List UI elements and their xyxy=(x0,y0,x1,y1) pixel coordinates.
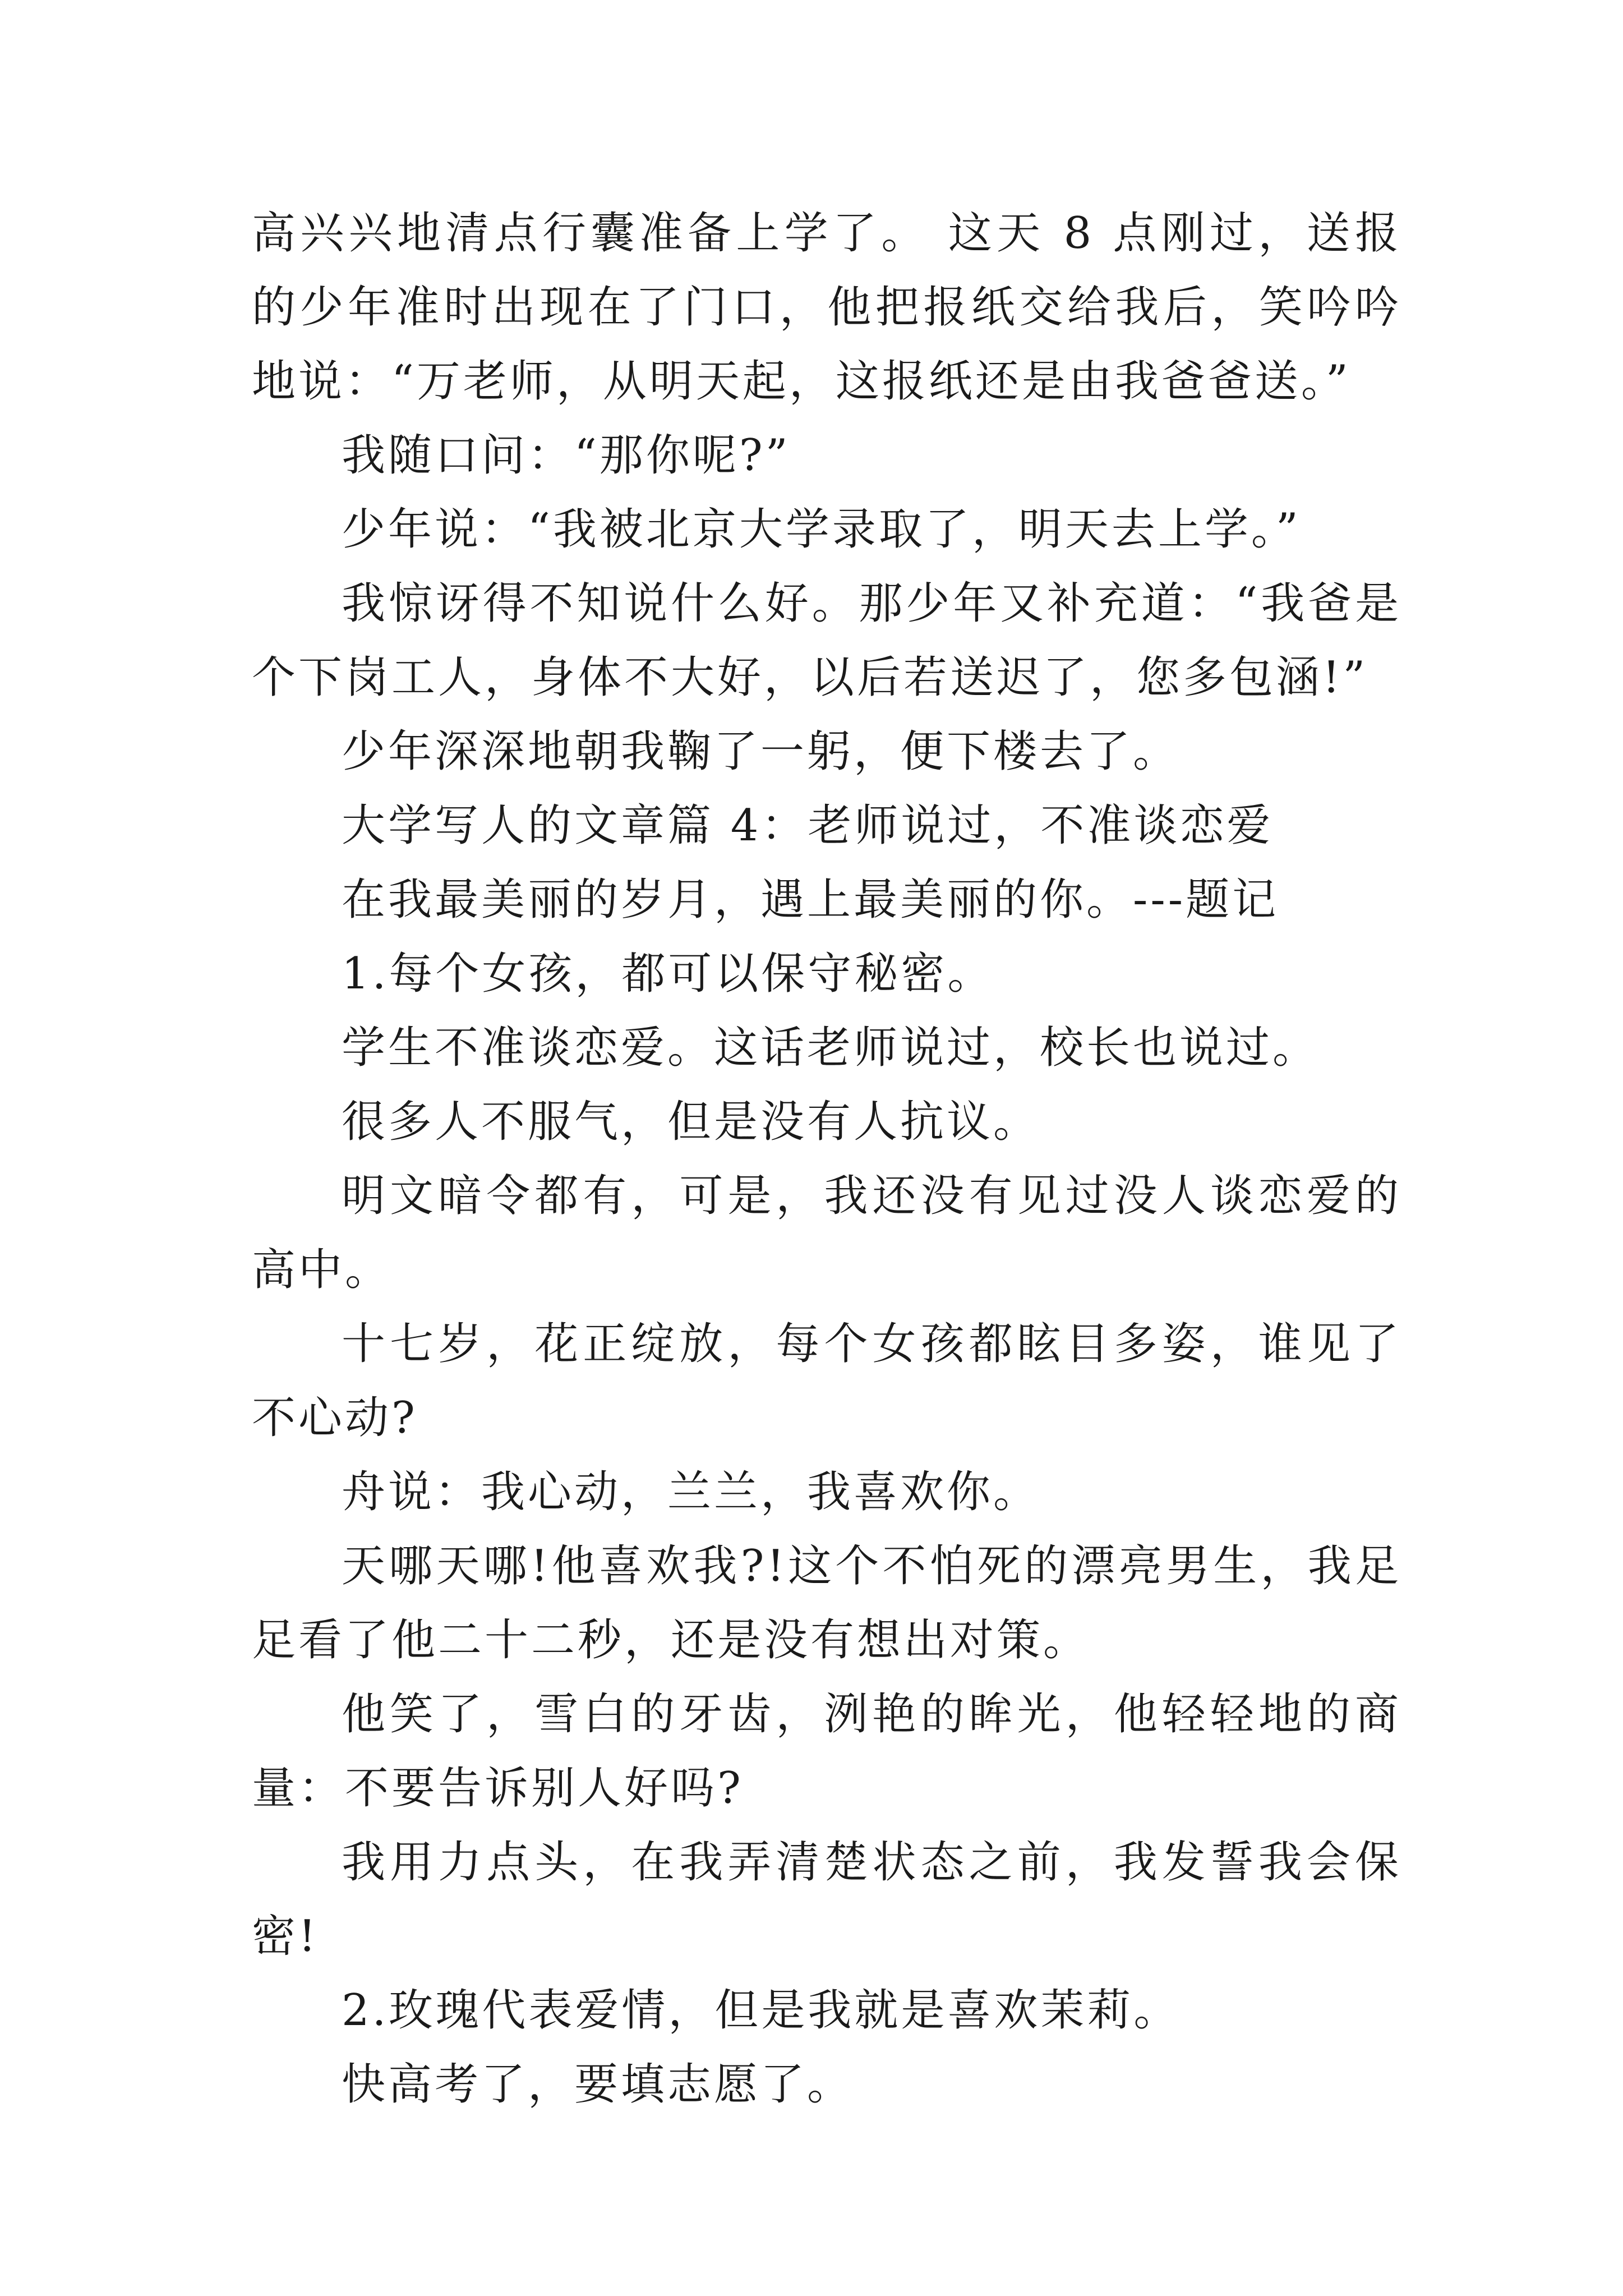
paragraph-11: 明文暗令都有，可是，我还没有见过没人谈恋爱的高中。 xyxy=(252,1171,1401,1295)
section-heading: 大学写人的文章篇 4：老师说过，不准谈恋爱 xyxy=(342,800,1274,851)
paragraph-5: 少年深深地朝我鞠了一躬，便下楼去了。 xyxy=(342,726,1180,777)
paragraph-13: 舟说：我心动，兰兰，我喜欢你。 xyxy=(342,1467,1040,1517)
paragraph-18: 快高考了，要填志愿了。 xyxy=(342,2059,854,2110)
body-text xyxy=(252,196,1401,2122)
paragraph-10: 很多人不服气，但是没有人抗议。 xyxy=(342,1097,1040,1147)
paragraph-9: 学生不准谈恋爱。这话老师说过，校长也说过。 xyxy=(342,1023,1320,1073)
subheading-1: 1.每个女孩，都可以保守秘密。 xyxy=(342,949,994,999)
epigraph: 在我最美丽的岁月，遇上最美丽的你。---题记 xyxy=(342,875,1279,925)
subheading-2: 2.玫瑰代表爱情，但是我就是喜欢茉莉。 xyxy=(342,1985,1181,2036)
paragraph-12: 十七岁，花正绽放，每个女孩都眩目多姿，谁见了不心动? xyxy=(252,1319,1401,1443)
paragraph-14: 天哪天哪!他喜欢我?!这个不怕死的漂亮男生，我足足看了他二十二秒，还是没有想出对策。 xyxy=(252,1541,1401,1665)
paragraph-16: 我用力点头，在我弄清楚状态之前，我发誓我会保密! xyxy=(252,1837,1401,1962)
paragraph-1: 高兴兴地清点行囊准备上学了。 这天 8 点刚过，送报的少年准时出现在了门口，他把报纸交给我后，笑吟吟地说：“万老师，从明天起，这报纸还是由我爸爸送。” xyxy=(252,208,1401,407)
paragraph-3: 少年说：“我被北京大学录取了，明天去上学。” xyxy=(342,504,1301,555)
paragraph-2: 我随口问：“那你呢?” xyxy=(342,430,791,481)
paragraph-15: 他笑了，雪白的牙齿，洌艳的眸光，他轻轻地的商量：不要告诉别人好吗? xyxy=(252,1689,1401,1814)
paragraph-4: 我惊讶得不知说什么好。那少年又补充道：“我爸是个下岗工人，身体不大好，以后若送迟了，您多包涵!” xyxy=(252,578,1401,703)
